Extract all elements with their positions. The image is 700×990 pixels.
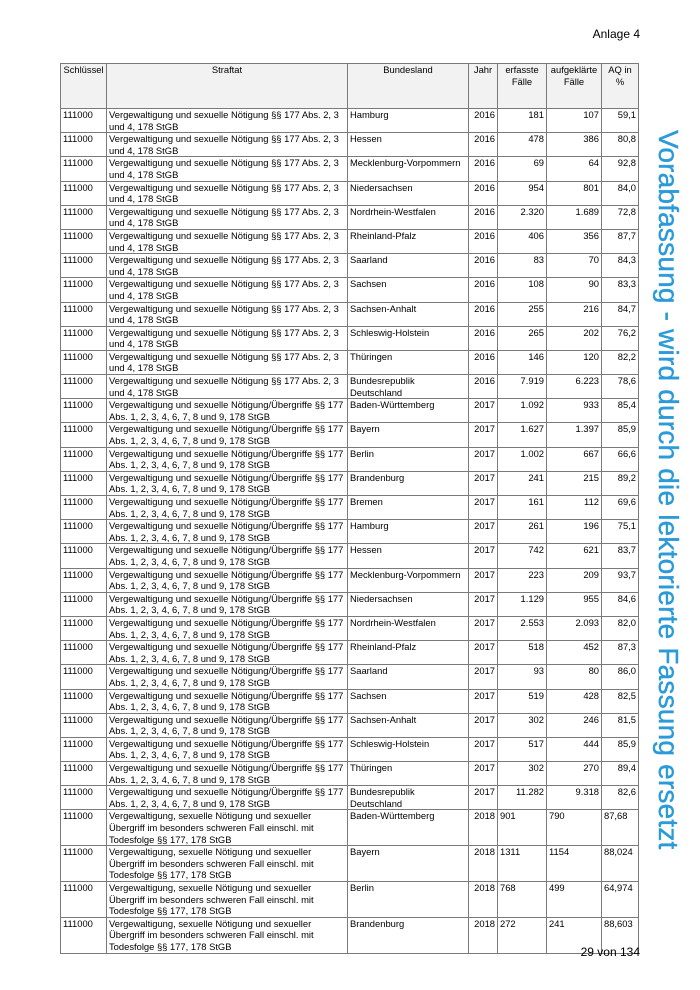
cell-schluessel: 111000 — [61, 689, 107, 713]
cell-bundesland: Hessen — [348, 133, 469, 157]
cell-aufgeklaerte-faelle: 107 — [547, 109, 602, 133]
cell-aq: 72,8 — [602, 205, 639, 229]
cell-aufgeklaerte-faelle: 1.689 — [547, 205, 602, 229]
cell-straftat: Vergewaltigung und sexuelle Nötigung §§ 177 Abs. 2, 3 und 4, 178 StGB — [107, 109, 348, 133]
cell-jahr: 2017 — [469, 399, 498, 423]
cell-bundesland: Bremen — [348, 496, 469, 520]
cell-jahr: 2017 — [469, 520, 498, 544]
cell-straftat: Vergewaltigung und sexuelle Nötigung/Übergriffe §§ 177 Abs. 1, 2, 3, 4, 6, 7, 8 und 9, 178 StGB — [107, 616, 348, 640]
table-row — [61, 882, 639, 918]
cell-aq: 84,6 — [602, 592, 639, 616]
table-row — [61, 109, 639, 133]
cell-jahr: 2016 — [469, 375, 498, 399]
cell-aufgeklaerte-faelle: 90 — [547, 278, 602, 302]
cell-schluessel: 111000 — [61, 157, 107, 181]
column-header-aufgeklaerte-faelle: aufgeklärte Fälle — [547, 64, 602, 109]
table-row — [61, 544, 639, 568]
cell-straftat: Vergewaltigung und sexuelle Nötigung/Übergriffe §§ 177 Abs. 1, 2, 3, 4, 6, 7, 8 und 9, 178 StGB — [107, 762, 348, 786]
cell-aq: 82,0 — [602, 616, 639, 640]
table-row — [61, 375, 639, 399]
table-row — [61, 423, 639, 447]
cell-schluessel: 111000 — [61, 229, 107, 253]
table-row — [61, 665, 639, 689]
table-row — [61, 846, 639, 882]
cell-schluessel: 111000 — [61, 133, 107, 157]
cell-straftat: Vergewaltigung und sexuelle Nötigung/Übergriffe §§ 177 Abs. 1, 2, 3, 4, 6, 7, 8 und 9, 178 StGB — [107, 713, 348, 737]
cell-erfasste-faelle: 7.919 — [498, 375, 547, 399]
cell-erfasste-faelle: 406 — [498, 229, 547, 253]
cell-schluessel: 111000 — [61, 302, 107, 326]
cell-schluessel: 111000 — [61, 471, 107, 495]
cell-aq: 82,6 — [602, 786, 639, 810]
cell-straftat: Vergewaltigung und sexuelle Nötigung/Übergriffe §§ 177 Abs. 1, 2, 3, 4, 6, 7, 8 und 9, 178 StGB — [107, 496, 348, 520]
cell-jahr: 2016 — [469, 326, 498, 350]
cell-schluessel: 111000 — [61, 786, 107, 810]
column-header-straftat: Straftat — [107, 64, 348, 109]
cell-aufgeklaerte-faelle: 270 — [547, 762, 602, 786]
cell-straftat: Vergewaltigung und sexuelle Nötigung §§ 177 Abs. 2, 3 und 4, 178 StGB — [107, 326, 348, 350]
cell-aq: 84,7 — [602, 302, 639, 326]
table-row — [61, 568, 639, 592]
cell-jahr: 2017 — [469, 689, 498, 713]
cell-aq: 66,6 — [602, 447, 639, 471]
cell-jahr: 2017 — [469, 737, 498, 761]
cell-erfasste-faelle: 302 — [498, 713, 547, 737]
cell-schluessel: 111000 — [61, 423, 107, 447]
cell-erfasste-faelle: 1.002 — [498, 447, 547, 471]
annex-label: Anlage 4 — [592, 27, 640, 41]
column-header-schluessel: Schlüssel — [61, 64, 107, 109]
cell-aufgeklaerte-faelle: 933 — [547, 399, 602, 423]
cell-erfasste-faelle: 478 — [498, 133, 547, 157]
cell-jahr: 2016 — [469, 229, 498, 253]
cell-aufgeklaerte-faelle: 790 — [547, 810, 602, 846]
cell-jahr: 2017 — [469, 496, 498, 520]
table-row — [61, 471, 639, 495]
cell-schluessel: 111000 — [61, 399, 107, 423]
cell-erfasste-faelle: 69 — [498, 157, 547, 181]
cell-bundesland: Hessen — [348, 544, 469, 568]
cell-aq: 69,6 — [602, 496, 639, 520]
cell-schluessel: 111000 — [61, 254, 107, 278]
table-row — [61, 762, 639, 786]
cell-bundesland: Hamburg — [348, 520, 469, 544]
cell-erfasste-faelle: 265 — [498, 326, 547, 350]
column-header-jahr: Jahr — [469, 64, 498, 109]
cell-bundesland: Bundesrepublik Deutschland — [348, 375, 469, 399]
table-row — [61, 302, 639, 326]
cell-bundesland: Nordrhein-Westfalen — [348, 205, 469, 229]
cell-schluessel: 111000 — [61, 665, 107, 689]
table-row — [61, 205, 639, 229]
cell-bundesland: Brandenburg — [348, 917, 469, 953]
cell-schluessel: 111000 — [61, 762, 107, 786]
cell-straftat: Vergewaltigung und sexuelle Nötigung §§ 177 Abs. 2, 3 und 4, 178 StGB — [107, 375, 348, 399]
cell-jahr: 2016 — [469, 350, 498, 374]
cell-bundesland: Saarland — [348, 254, 469, 278]
cell-jahr: 2016 — [469, 254, 498, 278]
cell-aufgeklaerte-faelle: 70 — [547, 254, 602, 278]
cell-bundesland: Thüringen — [348, 350, 469, 374]
cell-jahr: 2018 — [469, 917, 498, 953]
cell-schluessel: 111000 — [61, 713, 107, 737]
cell-aufgeklaerte-faelle: 667 — [547, 447, 602, 471]
cell-aq: 64,974 — [602, 882, 639, 918]
cell-bundesland: Bayern — [348, 846, 469, 882]
table-row — [61, 713, 639, 737]
cell-straftat: Vergewaltigung und sexuelle Nötigung §§ 177 Abs. 2, 3 und 4, 178 StGB — [107, 157, 348, 181]
cell-aq: 85,9 — [602, 423, 639, 447]
cell-jahr: 2016 — [469, 133, 498, 157]
cell-jahr: 2017 — [469, 616, 498, 640]
table-row — [61, 181, 639, 205]
cell-straftat: Vergewaltigung und sexuelle Nötigung/Übergriffe §§ 177 Abs. 1, 2, 3, 4, 6, 7, 8 und 9, 178 StGB — [107, 592, 348, 616]
table-row — [61, 917, 639, 953]
cell-aufgeklaerte-faelle: 241 — [547, 917, 602, 953]
cell-erfasste-faelle: 272 — [498, 917, 547, 953]
cell-aq: 87,68 — [602, 810, 639, 846]
cell-aq: 82,5 — [602, 689, 639, 713]
table-row — [61, 254, 639, 278]
cell-straftat: Vergewaltigung, sexuelle Nötigung und sexueller Übergriff im besonders schweren Fall einschl. mit Todesfolge §§ 177, 178 StGB — [107, 810, 348, 846]
cell-schluessel: 111000 — [61, 375, 107, 399]
table-row — [61, 689, 639, 713]
cell-bundesland: Sachsen — [348, 278, 469, 302]
cell-straftat: Vergewaltigung und sexuelle Nötigung §§ 177 Abs. 2, 3 und 4, 178 StGB — [107, 302, 348, 326]
cell-bundesland: Brandenburg — [348, 471, 469, 495]
cell-straftat: Vergewaltigung, sexuelle Nötigung und sexueller Übergriff im besonders schweren Fall einschl. mit Todesfolge §§ 177, 178 StGB — [107, 846, 348, 882]
cell-straftat: Vergewaltigung und sexuelle Nötigung/Übergriffe §§ 177 Abs. 1, 2, 3, 4, 6, 7, 8 und 9, 178 StGB — [107, 471, 348, 495]
cell-aufgeklaerte-faelle: 499 — [547, 882, 602, 918]
cell-bundesland: Bayern — [348, 423, 469, 447]
cell-aq: 84,0 — [602, 181, 639, 205]
cell-aq: 86,0 — [602, 665, 639, 689]
cell-straftat: Vergewaltigung und sexuelle Nötigung/Übergriffe §§ 177 Abs. 1, 2, 3, 4, 6, 7, 8 und 9, 178 StGB — [107, 544, 348, 568]
cell-aq: 87,3 — [602, 641, 639, 665]
cell-erfasste-faelle: 1.092 — [498, 399, 547, 423]
cell-aq: 59,1 — [602, 109, 639, 133]
table-row — [61, 592, 639, 616]
cell-aufgeklaerte-faelle: 955 — [547, 592, 602, 616]
cell-bundesland: Baden-Württemberg — [348, 399, 469, 423]
cell-jahr: 2017 — [469, 447, 498, 471]
cell-schluessel: 111000 — [61, 109, 107, 133]
cell-aufgeklaerte-faelle: 6.223 — [547, 375, 602, 399]
cell-aufgeklaerte-faelle: 120 — [547, 350, 602, 374]
cell-aufgeklaerte-faelle: 216 — [547, 302, 602, 326]
cell-erfasste-faelle: 302 — [498, 762, 547, 786]
cell-aq: 83,3 — [602, 278, 639, 302]
cell-schluessel: 111000 — [61, 592, 107, 616]
cell-schluessel: 111000 — [61, 181, 107, 205]
cell-erfasste-faelle: 901 — [498, 810, 547, 846]
table-row — [61, 810, 639, 846]
cell-jahr: 2016 — [469, 278, 498, 302]
cell-jahr: 2016 — [469, 181, 498, 205]
draft-watermark: Vorabfassung - wird durch die lektorierte Fassung ersetzt — [653, 130, 684, 850]
cell-straftat: Vergewaltigung und sexuelle Nötigung/Übergriffe §§ 177 Abs. 1, 2, 3, 4, 6, 7, 8 und 9, 178 StGB — [107, 568, 348, 592]
cell-erfasste-faelle: 261 — [498, 520, 547, 544]
cell-erfasste-faelle: 241 — [498, 471, 547, 495]
cell-straftat: Vergewaltigung und sexuelle Nötigung §§ 177 Abs. 2, 3 und 4, 178 StGB — [107, 133, 348, 157]
page-number: 29 von 134 — [580, 945, 640, 959]
cell-schluessel: 111000 — [61, 447, 107, 471]
cell-aq: 85,4 — [602, 399, 639, 423]
cell-jahr: 2017 — [469, 641, 498, 665]
cell-erfasste-faelle: 2.320 — [498, 205, 547, 229]
cell-aufgeklaerte-faelle: 386 — [547, 133, 602, 157]
cell-schluessel: 111000 — [61, 326, 107, 350]
cell-aq: 88,603 — [602, 917, 639, 953]
table-row — [61, 229, 639, 253]
cell-bundesland: Saarland — [348, 665, 469, 689]
table-body — [61, 109, 639, 954]
table-row — [61, 496, 639, 520]
cell-aufgeklaerte-faelle: 1.397 — [547, 423, 602, 447]
table-row — [61, 616, 639, 640]
cell-schluessel: 111000 — [61, 616, 107, 640]
cell-schluessel: 111000 — [61, 496, 107, 520]
cell-straftat: Vergewaltigung und sexuelle Nötigung §§ 177 Abs. 2, 3 und 4, 178 StGB — [107, 350, 348, 374]
cell-bundesland: Sachsen-Anhalt — [348, 302, 469, 326]
cell-bundesland: Baden-Württemberg — [348, 810, 469, 846]
cell-bundesland: Niedersachsen — [348, 592, 469, 616]
cell-straftat: Vergewaltigung und sexuelle Nötigung/Übergriffe §§ 177 Abs. 1, 2, 3, 4, 6, 7, 8 und 9, 178 StGB — [107, 737, 348, 761]
cell-straftat: Vergewaltigung und sexuelle Nötigung/Übergriffe §§ 177 Abs. 1, 2, 3, 4, 6, 7, 8 und 9, 178 StGB — [107, 423, 348, 447]
cell-bundesland: Rheinland-Pfalz — [348, 641, 469, 665]
cell-aq: 84,3 — [602, 254, 639, 278]
cell-erfasste-faelle: 108 — [498, 278, 547, 302]
table-row — [61, 157, 639, 181]
table-row — [61, 641, 639, 665]
table-header-row — [61, 64, 639, 109]
cell-erfasste-faelle: 223 — [498, 568, 547, 592]
cell-aufgeklaerte-faelle: 209 — [547, 568, 602, 592]
cell-jahr: 2018 — [469, 810, 498, 846]
column-header-erfasste-faelle: erfasste Fälle — [498, 64, 547, 109]
cell-jahr: 2016 — [469, 109, 498, 133]
cell-bundesland: Mecklenburg-Vorpommern — [348, 157, 469, 181]
cell-straftat: Vergewaltigung und sexuelle Nötigung/Übergriffe §§ 177 Abs. 1, 2, 3, 4, 6, 7, 8 und 9, 178 StGB — [107, 399, 348, 423]
cell-erfasste-faelle: 11.282 — [498, 786, 547, 810]
table-row — [61, 447, 639, 471]
cell-straftat: Vergewaltigung und sexuelle Nötigung/Übergriffe §§ 177 Abs. 1, 2, 3, 4, 6, 7, 8 und 9, 178 StGB — [107, 689, 348, 713]
table-row — [61, 133, 639, 157]
cell-erfasste-faelle: 1.129 — [498, 592, 547, 616]
cell-schluessel: 111000 — [61, 641, 107, 665]
cell-aufgeklaerte-faelle: 444 — [547, 737, 602, 761]
cell-aufgeklaerte-faelle: 356 — [547, 229, 602, 253]
cell-jahr: 2017 — [469, 423, 498, 447]
cell-straftat: Vergewaltigung und sexuelle Nötigung §§ 177 Abs. 2, 3 und 4, 178 StGB — [107, 278, 348, 302]
table-row — [61, 326, 639, 350]
cell-aq: 82,2 — [602, 350, 639, 374]
cell-aufgeklaerte-faelle: 9.318 — [547, 786, 602, 810]
cell-aufgeklaerte-faelle: 215 — [547, 471, 602, 495]
cell-straftat: Vergewaltigung und sexuelle Nötigung §§ 177 Abs. 2, 3 und 4, 178 StGB — [107, 181, 348, 205]
cell-schluessel: 111000 — [61, 846, 107, 882]
cell-schluessel: 111000 — [61, 810, 107, 846]
cell-straftat: Vergewaltigung und sexuelle Nötigung §§ 177 Abs. 2, 3 und 4, 178 StGB — [107, 229, 348, 253]
cell-bundesland: Bundesrepublik Deutschland — [348, 786, 469, 810]
cell-erfasste-faelle: 742 — [498, 544, 547, 568]
cell-straftat: Vergewaltigung und sexuelle Nötigung/Übergriffe §§ 177 Abs. 1, 2, 3, 4, 6, 7, 8 und 9, 178 StGB — [107, 786, 348, 810]
cell-aufgeklaerte-faelle: 64 — [547, 157, 602, 181]
cell-erfasste-faelle: 518 — [498, 641, 547, 665]
cell-jahr: 2017 — [469, 592, 498, 616]
cell-jahr: 2016 — [469, 205, 498, 229]
cell-schluessel: 111000 — [61, 350, 107, 374]
cell-aq: 83,7 — [602, 544, 639, 568]
cell-erfasste-faelle: 517 — [498, 737, 547, 761]
cell-jahr: 2016 — [469, 157, 498, 181]
table-row — [61, 737, 639, 761]
cell-erfasste-faelle: 83 — [498, 254, 547, 278]
cell-aq: 78,6 — [602, 375, 639, 399]
cell-straftat: Vergewaltigung, sexuelle Nötigung und sexueller Übergriff im besonders schweren Fall einschl. mit Todesfolge §§ 177, 178 StGB — [107, 917, 348, 953]
cell-aq: 75,1 — [602, 520, 639, 544]
cell-aufgeklaerte-faelle: 801 — [547, 181, 602, 205]
table-row — [61, 399, 639, 423]
cell-schluessel: 111000 — [61, 544, 107, 568]
cell-straftat: Vergewaltigung und sexuelle Nötigung/Übergriffe §§ 177 Abs. 1, 2, 3, 4, 6, 7, 8 und 9, 178 StGB — [107, 665, 348, 689]
cell-aufgeklaerte-faelle: 246 — [547, 713, 602, 737]
cell-erfasste-faelle: 954 — [498, 181, 547, 205]
cell-bundesland: Schleswig-Holstein — [348, 326, 469, 350]
cell-bundesland: Sachsen-Anhalt — [348, 713, 469, 737]
cell-aq: 87,7 — [602, 229, 639, 253]
cell-aq: 80,8 — [602, 133, 639, 157]
crime-statistics-table — [60, 63, 639, 954]
cell-jahr: 2017 — [469, 713, 498, 737]
cell-straftat: Vergewaltigung und sexuelle Nötigung §§ 177 Abs. 2, 3 und 4, 178 StGB — [107, 205, 348, 229]
cell-aufgeklaerte-faelle: 2.093 — [547, 616, 602, 640]
cell-bundesland: Sachsen — [348, 689, 469, 713]
cell-erfasste-faelle: 181 — [498, 109, 547, 133]
cell-erfasste-faelle: 1.627 — [498, 423, 547, 447]
cell-schluessel: 111000 — [61, 917, 107, 953]
cell-bundesland: Niedersachsen — [348, 181, 469, 205]
cell-aq: 88,024 — [602, 846, 639, 882]
table-row — [61, 786, 639, 810]
cell-straftat: Vergewaltigung und sexuelle Nötigung/Übergriffe §§ 177 Abs. 1, 2, 3, 4, 6, 7, 8 und 9, 178 StGB — [107, 520, 348, 544]
cell-aufgeklaerte-faelle: 428 — [547, 689, 602, 713]
cell-erfasste-faelle: 1311 — [498, 846, 547, 882]
cell-jahr: 2017 — [469, 665, 498, 689]
cell-straftat: Vergewaltigung und sexuelle Nötigung §§ 177 Abs. 2, 3 und 4, 178 StGB — [107, 254, 348, 278]
cell-schluessel: 111000 — [61, 882, 107, 918]
cell-bundesland: Hamburg — [348, 109, 469, 133]
cell-aufgeklaerte-faelle: 202 — [547, 326, 602, 350]
cell-erfasste-faelle: 255 — [498, 302, 547, 326]
cell-bundesland: Mecklenburg-Vorpommern — [348, 568, 469, 592]
cell-jahr: 2017 — [469, 544, 498, 568]
table-row — [61, 278, 639, 302]
cell-jahr: 2017 — [469, 786, 498, 810]
cell-straftat: Vergewaltigung, sexuelle Nötigung und sexueller Übergriff im besonders schweren Fall einschl. mit Todesfolge §§ 177, 178 StGB — [107, 882, 348, 918]
cell-aufgeklaerte-faelle: 452 — [547, 641, 602, 665]
cell-aq: 89,4 — [602, 762, 639, 786]
cell-aufgeklaerte-faelle: 112 — [547, 496, 602, 520]
cell-erfasste-faelle: 161 — [498, 496, 547, 520]
cell-aufgeklaerte-faelle: 196 — [547, 520, 602, 544]
cell-aq: 89,2 — [602, 471, 639, 495]
table-row — [61, 520, 639, 544]
cell-bundesland: Schleswig-Holstein — [348, 737, 469, 761]
cell-aufgeklaerte-faelle: 621 — [547, 544, 602, 568]
cell-schluessel: 111000 — [61, 568, 107, 592]
cell-jahr: 2017 — [469, 471, 498, 495]
cell-jahr: 2017 — [469, 762, 498, 786]
cell-bundesland: Rheinland-Pfalz — [348, 229, 469, 253]
cell-straftat: Vergewaltigung und sexuelle Nötigung/Übergriffe §§ 177 Abs. 1, 2, 3, 4, 6, 7, 8 und 9, 178 StGB — [107, 641, 348, 665]
cell-aq: 85,9 — [602, 737, 639, 761]
cell-schluessel: 111000 — [61, 278, 107, 302]
cell-jahr: 2018 — [469, 882, 498, 918]
cell-bundesland: Nordrhein-Westfalen — [348, 616, 469, 640]
column-header-aq: AQ in % — [602, 64, 639, 109]
cell-jahr: 2018 — [469, 846, 498, 882]
cell-erfasste-faelle: 93 — [498, 665, 547, 689]
cell-bundesland: Thüringen — [348, 762, 469, 786]
cell-schluessel: 111000 — [61, 205, 107, 229]
cell-jahr: 2017 — [469, 568, 498, 592]
column-header-bundesland: Bundesland — [348, 64, 469, 109]
cell-erfasste-faelle: 519 — [498, 689, 547, 713]
cell-schluessel: 111000 — [61, 737, 107, 761]
cell-bundesland: Berlin — [348, 447, 469, 471]
cell-aufgeklaerte-faelle: 80 — [547, 665, 602, 689]
table-row — [61, 350, 639, 374]
cell-erfasste-faelle: 146 — [498, 350, 547, 374]
cell-aufgeklaerte-faelle: 1154 — [547, 846, 602, 882]
cell-aq: 81,5 — [602, 713, 639, 737]
cell-bundesland: Berlin — [348, 882, 469, 918]
cell-schluessel: 111000 — [61, 520, 107, 544]
cell-jahr: 2016 — [469, 302, 498, 326]
cell-straftat: Vergewaltigung und sexuelle Nötigung/Übergriffe §§ 177 Abs. 1, 2, 3, 4, 6, 7, 8 und 9, 178 StGB — [107, 447, 348, 471]
cell-aq: 76,2 — [602, 326, 639, 350]
cell-erfasste-faelle: 768 — [498, 882, 547, 918]
cell-aq: 92,8 — [602, 157, 639, 181]
cell-aq: 93,7 — [602, 568, 639, 592]
cell-erfasste-faelle: 2.553 — [498, 616, 547, 640]
